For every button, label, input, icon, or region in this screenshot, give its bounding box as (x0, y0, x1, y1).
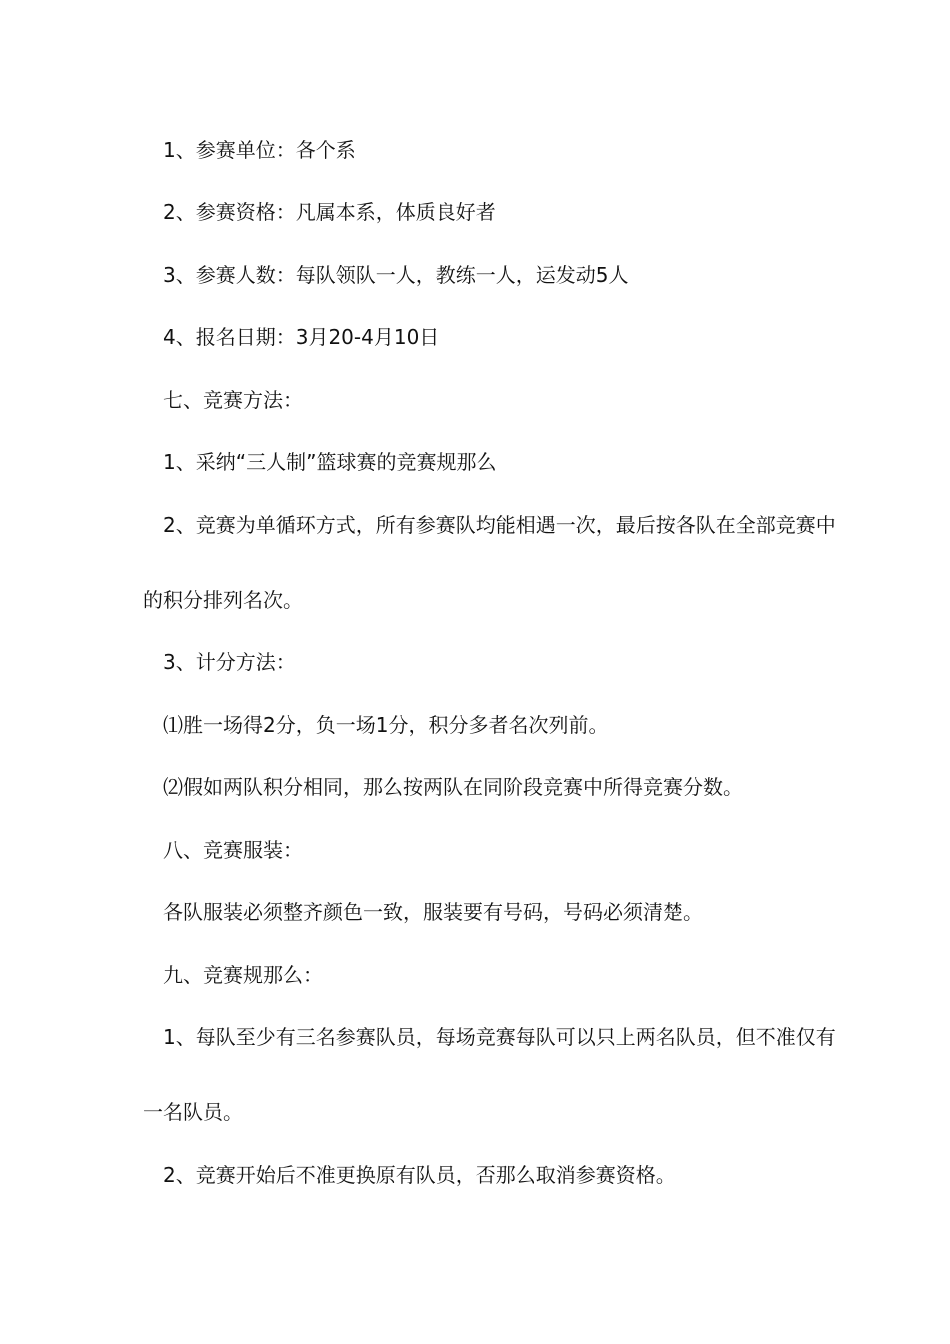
entry-qualification-line: 2、参赛资格：凡属本系，体质良好者 (163, 200, 496, 224)
section-heading-competition-method: 七、竞赛方法： (163, 388, 303, 412)
no-substitution-rule-line: 2、竞赛开始后不准更换原有队员，否那么取消参赛资格。 (163, 1163, 676, 1187)
section-heading-uniform: 八、竞赛服装： (163, 838, 303, 862)
section-heading-rules: 九、竞赛规那么： (163, 963, 323, 987)
entry-headcount-line: 3、参赛人数：每队领队一人，教练一人，运发动5人 (163, 263, 629, 287)
scoring-rule-2: ⑵假如两队积分相同，那么按两队在同阶段竞赛中所得竞赛分数。 (163, 775, 743, 799)
scoring-rule-1: ⑴胜一场得2分，负一场1分，积分多者名次列前。 (163, 713, 609, 737)
team-size-rule-line: 1、每队至少有三名参赛队员，每场竞赛每队可以只上两名队员，但不准仅有 (163, 1025, 836, 1049)
round-robin-line-continued: 的积分排列名次。 (143, 588, 303, 612)
entry-unit-line: 1、参赛单位：各个系 (163, 138, 356, 162)
scoring-method-heading: 3、计分方法： (163, 650, 296, 674)
registration-date-line: 4、报名日期：3月20-4月10日 (163, 325, 440, 349)
round-robin-line: 2、竞赛为单循环方式，所有参赛队均能相遇一次，最后按各队在全部竞赛中 (163, 513, 836, 537)
rule-adoption-line: 1、采纳“三人制”篮球赛的竞赛规那么 (163, 450, 497, 474)
uniform-rule-line: 各队服装必须整齐颜色一致，服装要有号码，号码必须清楚。 (163, 900, 703, 924)
team-size-rule-line-continued: 一名队员。 (143, 1100, 243, 1124)
